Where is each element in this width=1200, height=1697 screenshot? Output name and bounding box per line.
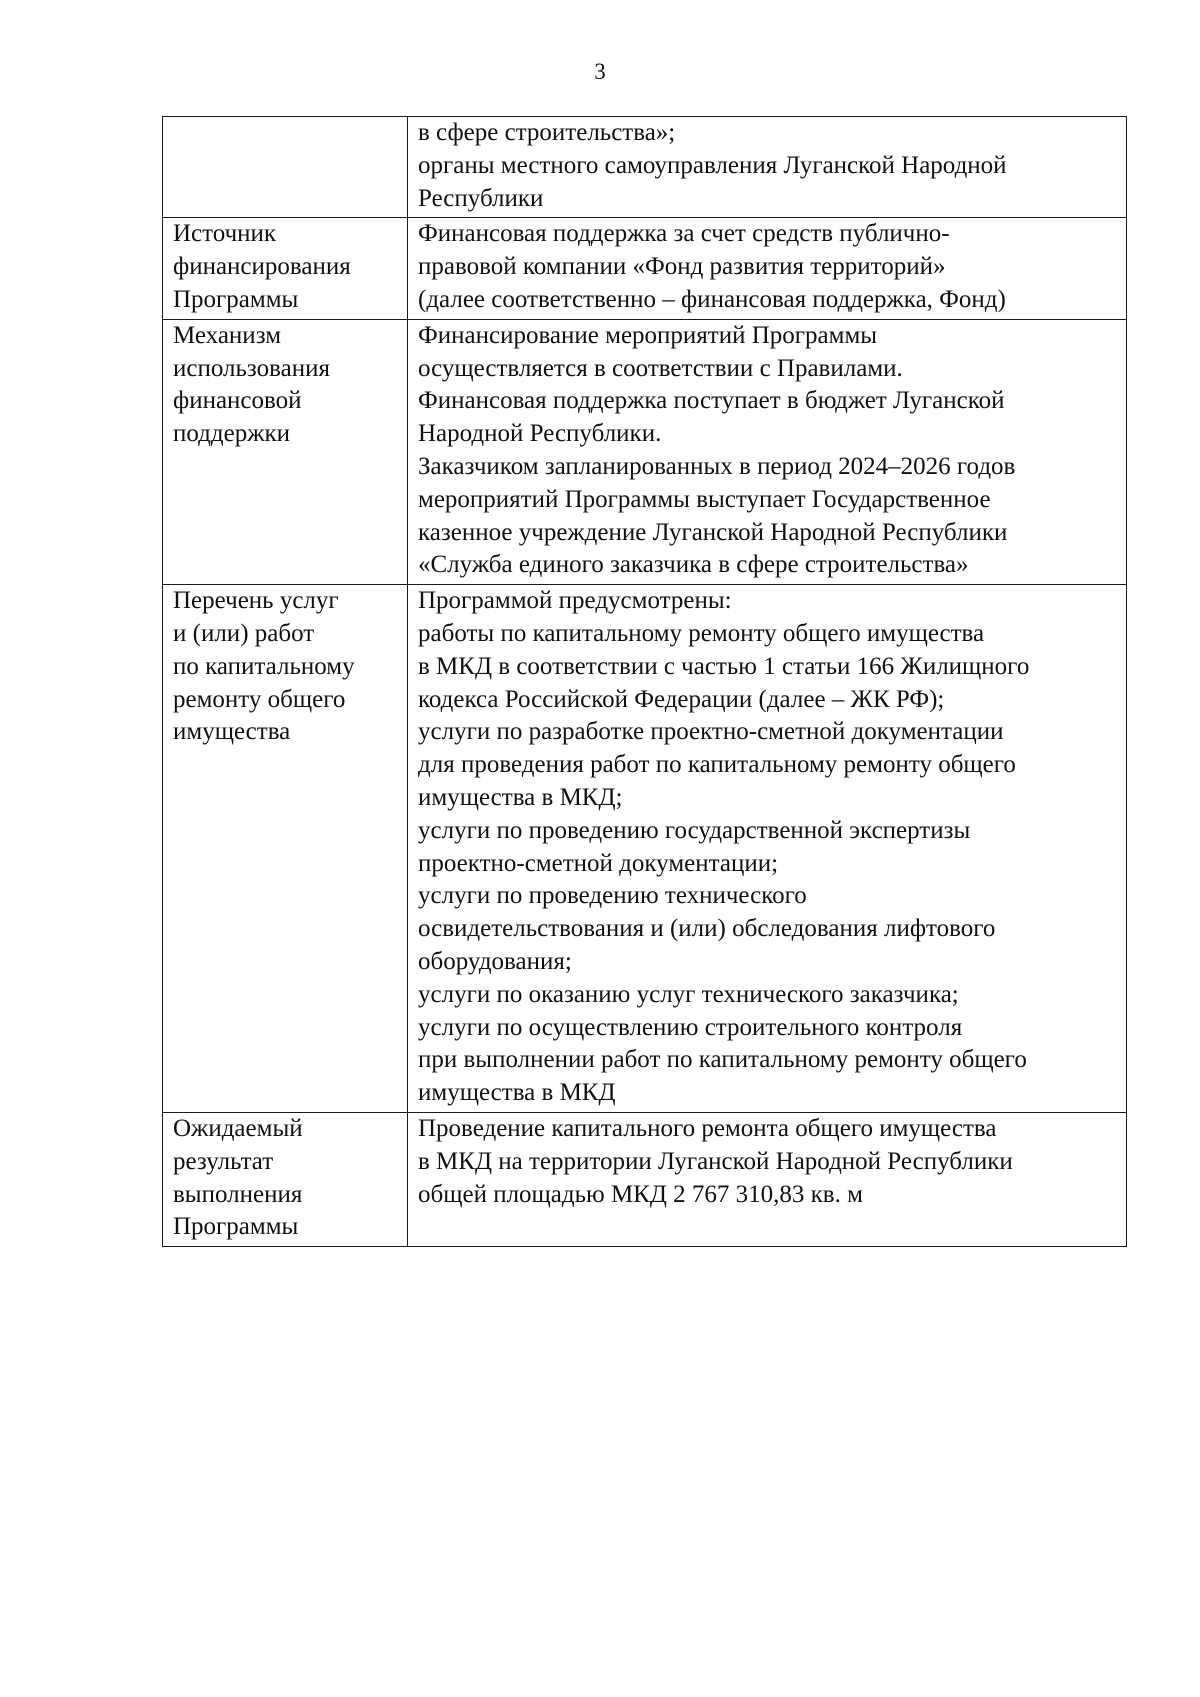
value-line: услуги по проведению технического [418,882,807,910]
value-line: проектно-сметной документации; [418,849,779,877]
label-line: поддержки [173,420,290,448]
row-label-cell [163,319,408,584]
value-line: Проведение капитального ремонта общего имущества [418,1114,997,1142]
value-line: работы по капитальному ремонту общего имущества [418,619,985,647]
value-line: кодекса Российской Федерации (далее – ЖК РФ); [418,685,945,713]
value-line: Программой предусмотрены: [418,587,732,615]
label-line: выполнения [173,1180,303,1208]
value-line: оборудования; [418,947,572,975]
table-row [163,585,1127,1113]
table-row [163,319,1127,584]
value-line: в МКД на территории Луганской Народной Республики [418,1147,1013,1175]
label-line: использования [173,354,330,382]
table-row [163,1112,1127,1246]
value-line: осуществляется в соответствии с Правилами. [418,354,903,382]
value-line: Финансирование мероприятий Программы [418,321,878,349]
value-line: общей площадью МКД 2 767 310,83 кв. м [418,1180,863,1208]
value-line: мероприятий Программы выступает Государственное [418,485,991,513]
label-line: по капитальному [173,652,355,680]
label-line: и (или) работ [173,619,315,647]
value-line: органы местного самоуправления Луганской Народной [418,151,1007,179]
label-line: ремонту общего [173,685,346,713]
row-value-cell [408,319,1127,584]
value-line: при выполнении работ по капитальному ремонту общего [418,1046,1027,1074]
value-line: «Служба единого заказчика в сфере строительства» [418,551,969,579]
value-line: в сфере строительства»; [418,119,676,146]
label-line: Механизм [173,321,282,349]
row-value-cell [408,117,1127,218]
label-line: Источник [173,220,277,248]
label-line: Программы [173,285,299,313]
row-label-cell [163,117,408,218]
value-line: в МКД в соответствии с частью 1 статьи 166 Жилищного [418,652,1030,680]
page-number: 3 [594,59,606,84]
label-line: Ожидаемый [173,1114,303,1142]
label-line: финансовой [173,387,302,415]
row-label-cell [163,218,408,319]
value-line: Республики [418,184,544,212]
value-line: казенное учреждение Луганской Народной Республики [418,518,1008,546]
label-line: результат [173,1147,274,1175]
value-line: освидетельствования и (или) обследования лифтового [418,915,996,943]
label-line: имущества [173,718,291,746]
value-line: услуги по осуществлению строительного контроля [418,1013,963,1041]
value-line: Финансовая поддержка за счет средств публично- [418,220,950,248]
label-line: финансирования [173,253,351,281]
program-passport-table [162,116,1127,1247]
value-line: услуги по разработке проектно-сметной документации [418,718,1004,746]
value-line: для проведения работ по капитальному ремонту общего [418,751,1016,779]
value-line: услуги по оказанию услуг технического заказчика; [418,980,959,1008]
table-body [163,117,1127,1247]
table-row [163,117,1127,218]
row-value-cell [408,218,1127,319]
value-line: услуги по проведению государственной экспертизы [418,816,971,844]
row-label-cell [163,1112,408,1246]
value-line: Народной Республики. [418,420,662,448]
label-line: Перечень услуг [173,587,339,615]
row-value-cell [408,1112,1127,1246]
value-line: имущества в МКД [418,1079,616,1107]
label-line: Программы [173,1213,299,1241]
value-line: Финансовая поддержка поступает в бюджет Луганской [418,387,1005,415]
table-row [163,218,1127,319]
row-value-cell [408,585,1127,1113]
row-label-cell [163,585,408,1113]
value-line: (далее соответственно – финансовая поддержка, Фонд) [418,285,1006,313]
value-line: имущества в МКД; [418,783,623,811]
value-line: Заказчиком запланированных в период 2024–2026 годов [418,452,1016,480]
value-line: правовой компании «Фонд развития территорий» [418,253,946,281]
